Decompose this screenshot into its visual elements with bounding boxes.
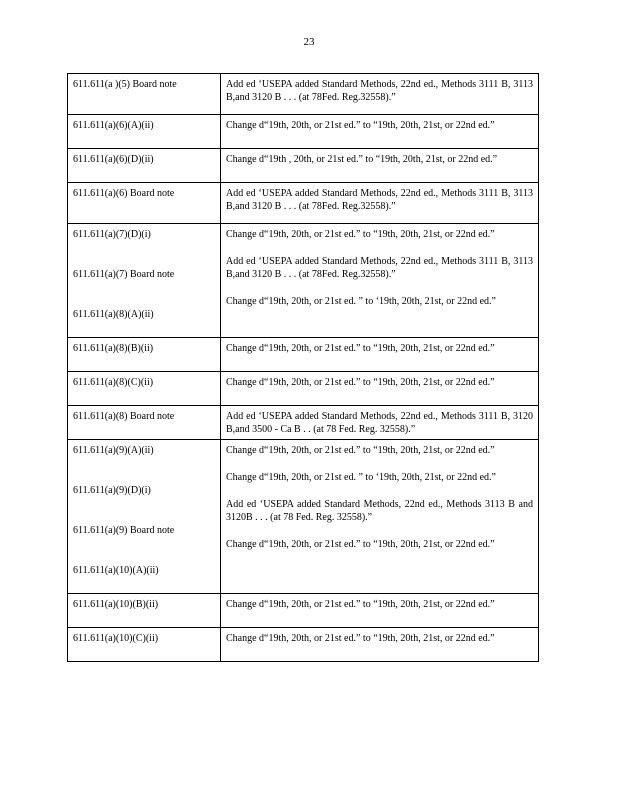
change-text: Add ed ‘USEPA added Standard Methods, 22nd ed., Methods 3111 B, 3113 B,and 3120 B . . . (at 78Fed. Reg.32558).”: [226, 79, 533, 103]
change-cell: [221, 338, 539, 372]
change-cell: [221, 594, 539, 628]
change-cell: [221, 406, 539, 440]
section-cell: [68, 149, 221, 183]
change-text: Change d“19th, 20th, or 21st ed.” to “19th, 20th, 21st, or 22nd ed.”: [226, 343, 495, 354]
table-row: [68, 406, 539, 440]
change-cell: [221, 372, 539, 406]
change-text: Change d“19th, 20th, or 21st ed.” to “19th, 20th, 21st, or 22nd ed.”: [226, 120, 495, 131]
section-label: 611.611(a)(8)(B)(ii): [73, 343, 154, 354]
table-row: [68, 594, 539, 628]
change-cell: [221, 74, 539, 115]
table-row: [68, 338, 539, 372]
section-cell: [68, 628, 221, 662]
section-label: 611.611(a)(8)(A)(ii): [73, 309, 154, 320]
change-text: Add ed ‘USEPA added Standard Methods, 22nd ed., Methods 3111 B, 3113 B,and 3120 B . . . (at 78Fed. Reg.32558).”: [226, 256, 533, 280]
section-label: 611.611(a)(8) Board note: [73, 411, 175, 422]
change-cell: [221, 224, 539, 338]
section-label: 611.611(a)(6)(D)(ii): [73, 154, 154, 165]
section-label: 611.611(a)(9)(A)(ii): [73, 445, 154, 456]
table-row: [68, 149, 539, 183]
section-cell: [68, 594, 221, 628]
change-text: Change d“19th, 20th, or 21st ed.” to “19th, 20th, 21st, or 22nd ed.”: [226, 539, 495, 550]
change-text: Add ed ‘USEPA added Standard Methods, 22nd ed., Methods 3113 B and 3120B . . . (at 78 Fed. Reg. 32558).”: [226, 499, 533, 523]
table-row: [68, 440, 539, 594]
change-text: Add ed ‘USEPA added Standard Methods, 22nd ed., Methods 3111 B, 3113 B,and 3120 B . . . (at 78Fed. Reg.32558).”: [226, 188, 533, 212]
section-label: 611.611(a)(7)(D)(i): [73, 229, 151, 240]
section-label: 611.611(a)(9) Board note: [73, 525, 175, 536]
section-label: 611.611(a)(10)(C)(ii): [73, 633, 159, 644]
section-label: 611.611(a)(8)(C)(ii): [73, 377, 154, 388]
section-cell: [68, 74, 221, 115]
table-row: [68, 628, 539, 662]
change-text: Change d“19th, 20th, or 21st ed.” to “19th, 20th, 21st, or 22nd ed.”: [226, 633, 495, 644]
change-text: Change d“19th, 20th, or 21st ed. ” to ‘19th, 20th, 21st, or 22nd ed.”: [226, 296, 496, 307]
change-text: Add ed ‘USEPA added Standard Methods, 22nd ed., Methods 3111 B, 3120 B,and 3500 - Ca B . . (at 78 Fed. Reg. 32558).”: [226, 411, 533, 435]
change-text: Change d“19th, 20th, or 21st ed.” to “19th, 20th, 21st, or 22nd ed.”: [226, 229, 495, 240]
section-cell: [68, 183, 221, 224]
table-row: [68, 224, 539, 338]
change-text: Change d“19th, 20th, or 21st ed. ” to ‘19th, 20th, 21st, or 22nd ed.”: [226, 472, 496, 483]
change-text: Change d“19th, 20th, or 21st ed.” to “19th, 20th, 21st, or 22nd ed.”: [226, 445, 495, 456]
section-cell: [68, 372, 221, 406]
section-label: 611.611(a)(7) Board note: [73, 269, 175, 280]
section-cell: [68, 440, 221, 594]
page-number: 23: [303, 36, 315, 48]
section-label: 611.611(a)(10)(B)(ii): [73, 599, 159, 610]
table-row: [68, 115, 539, 149]
change-cell: [221, 183, 539, 224]
section-cell: [68, 115, 221, 149]
section-label: 611.611(a)(10)(A)(ii): [73, 565, 159, 576]
change-cell: [221, 149, 539, 183]
amendments-table: [67, 73, 539, 662]
section-label: 611.611(a)(6) Board note: [73, 188, 175, 199]
section-label: 611.611(a)(6)(A)(ii): [73, 120, 154, 131]
section-cell: [68, 338, 221, 372]
change-text: Change d“19th, 20th, or 21st ed.” to “19th, 20th, 21st, or 22nd ed.”: [226, 599, 495, 610]
table-row: [68, 183, 539, 224]
section-label: 611.611(a )(5) Board note: [73, 79, 177, 90]
change-cell: [221, 628, 539, 662]
change-cell: [221, 440, 539, 594]
table-row: [68, 372, 539, 406]
section-cell: [68, 224, 221, 338]
section-label: 611.611(a)(9)(D)(i): [73, 485, 151, 496]
section-cell: [68, 406, 221, 440]
change-text: Change d“19th , 20th, or 21st ed.” to “19th, 20th, 21st, or 22nd ed.”: [226, 154, 498, 165]
table-row: [68, 74, 539, 115]
change-text: Change d“19th, 20th, or 21st ed.” to “19th, 20th, 21st, or 22nd ed.”: [226, 377, 495, 388]
change-cell: [221, 115, 539, 149]
